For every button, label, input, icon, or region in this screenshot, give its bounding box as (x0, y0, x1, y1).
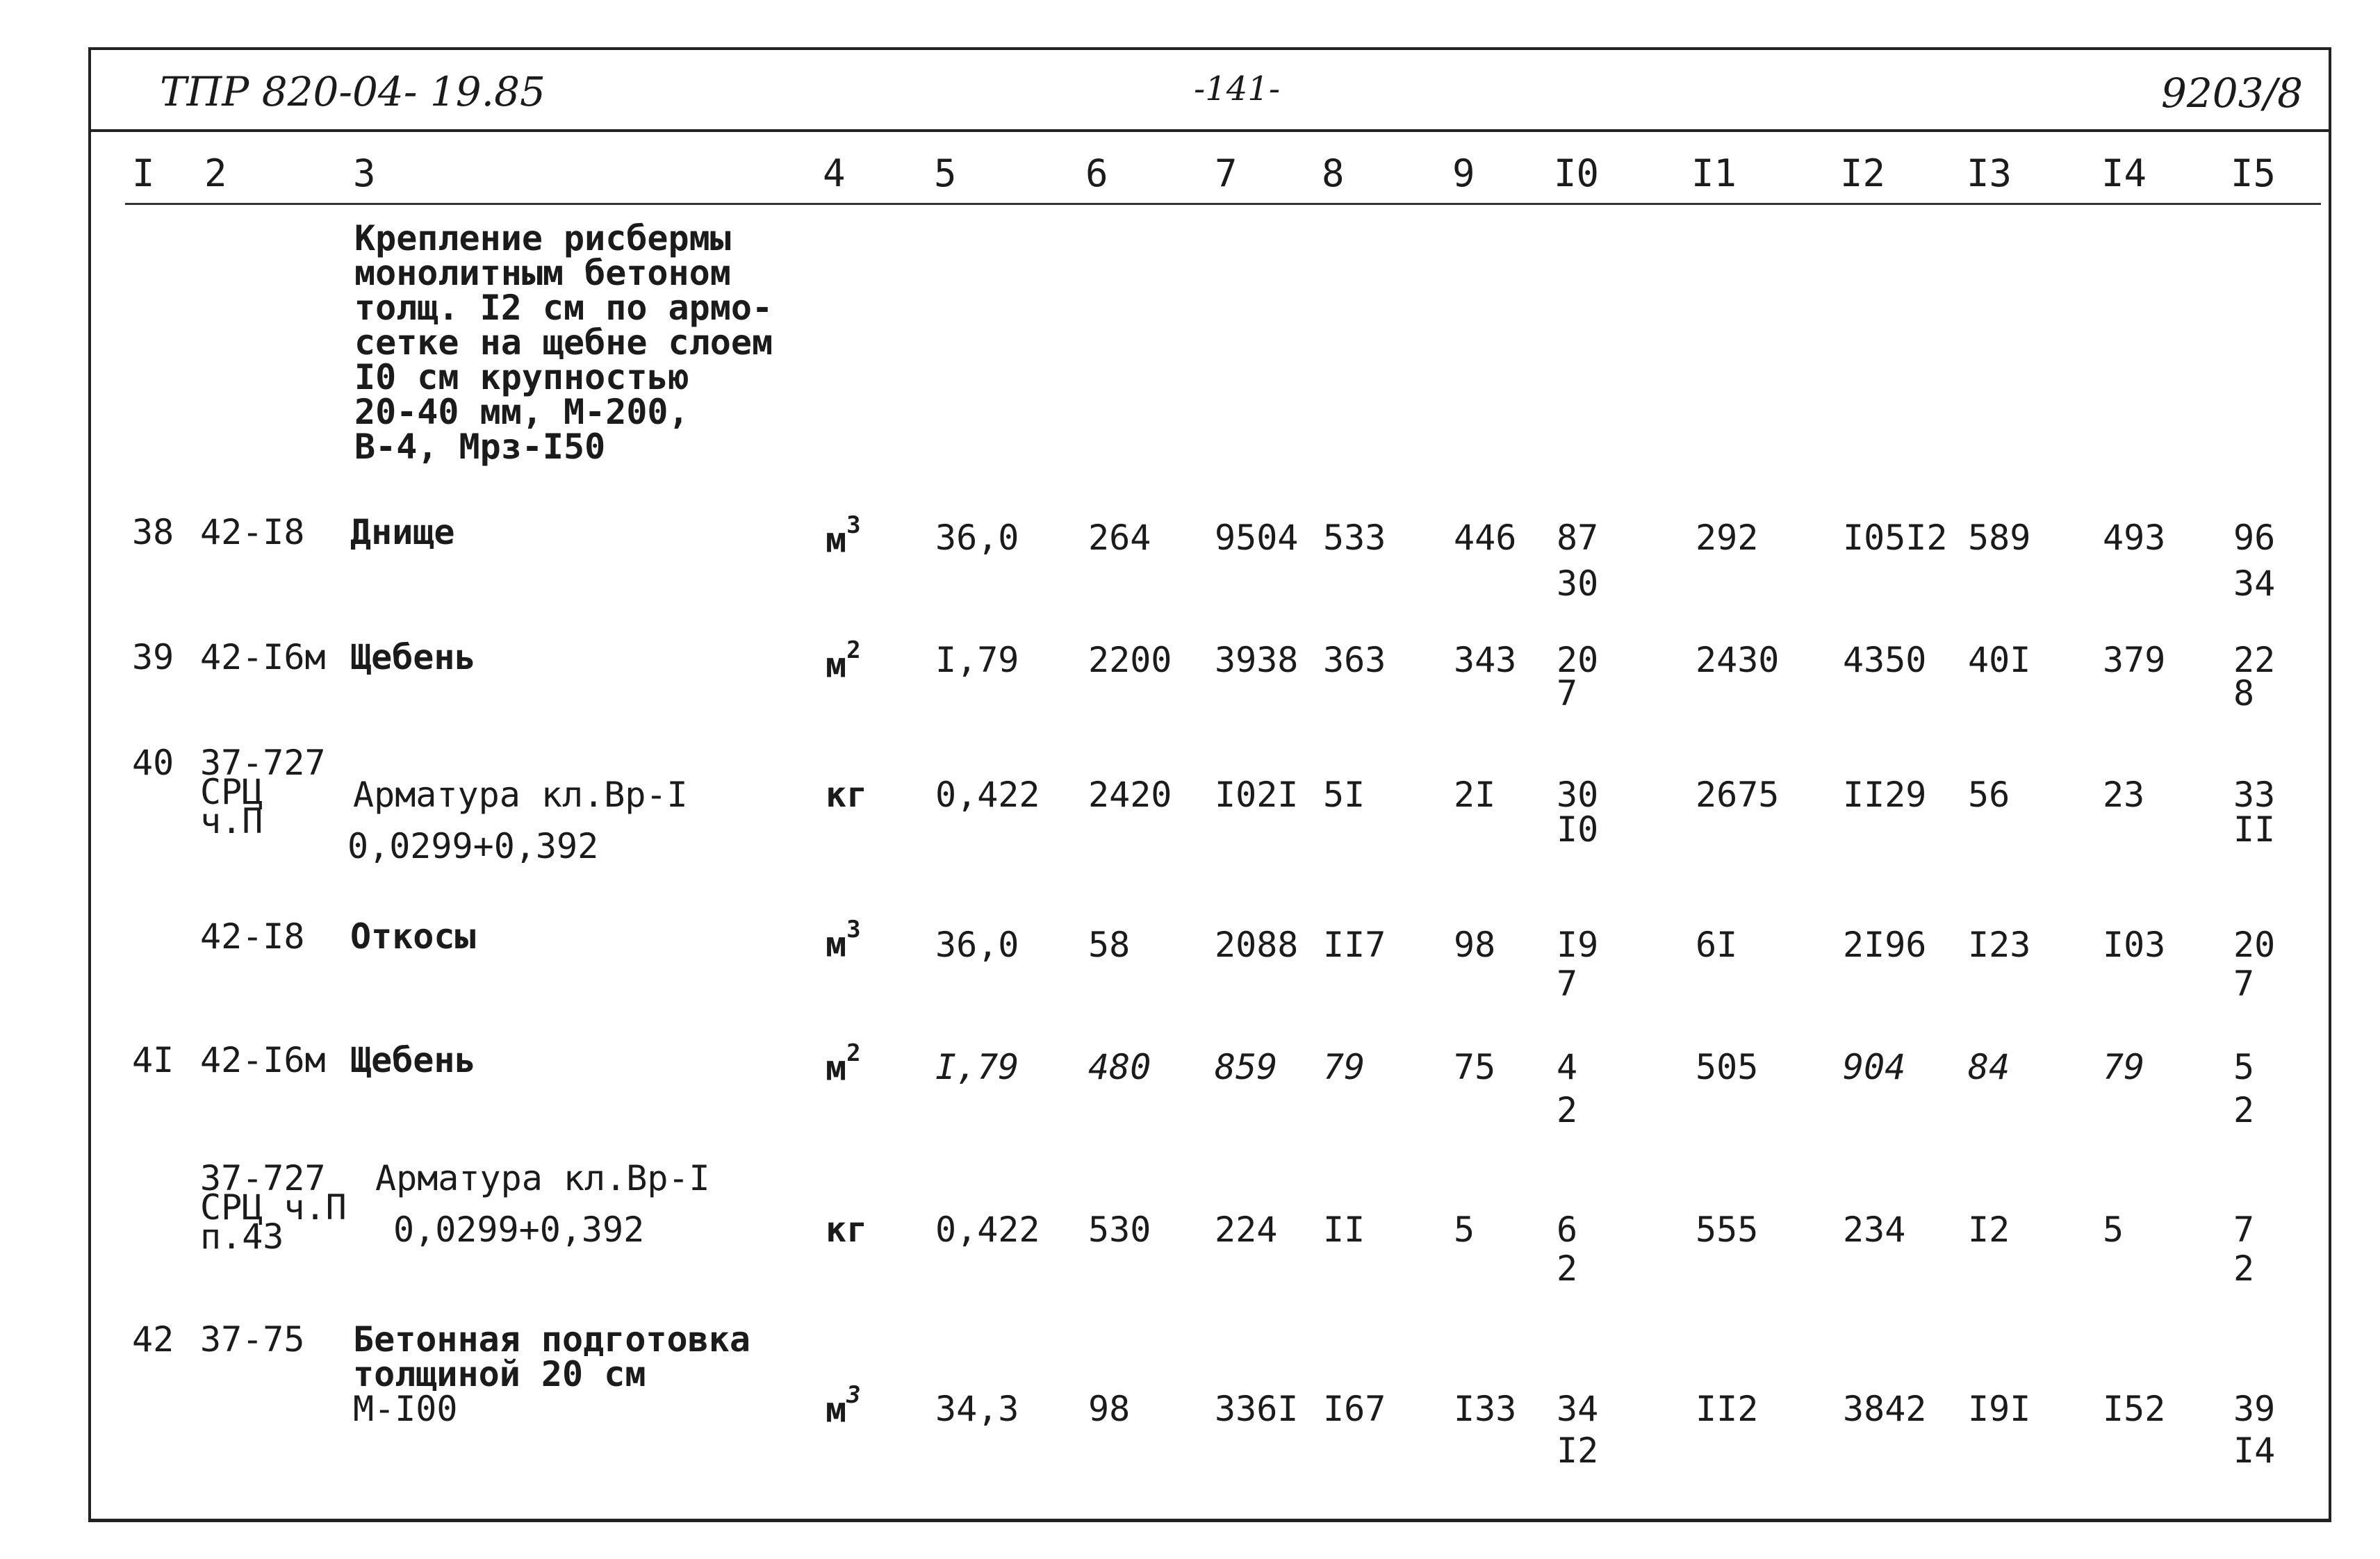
cell-col14: 5 (2103, 1210, 2124, 1250)
cell-col15-sub: 7 (2233, 964, 2255, 1004)
page-bottom-border (88, 1519, 2331, 1522)
cell-col5: I,79 (935, 640, 1019, 680)
cell-col11: 2430 (1696, 640, 1780, 680)
cell-col11: 505 (1696, 1047, 1759, 1087)
row-number: 38 (132, 512, 174, 552)
cell-col12: II29 (1843, 775, 1927, 815)
cell-col12: 2I96 (1843, 925, 1927, 965)
cell-col9: 2I (1454, 775, 1496, 815)
cell-col9: 98 (1454, 925, 1496, 965)
cell-col5: 0,422 (935, 1210, 1040, 1250)
cell-col10-sub: 7 (1557, 964, 1578, 1004)
row-code: 42-I6м (200, 637, 326, 677)
cell-col6: 264 (1088, 518, 1151, 558)
section-description: Крепление рисбермы монолитным бетоном толщ. I2 см по армо- сетке на щебне слоем I0 см крупностью 20-40 мм, М-200, В-4, Мрз-I50 (354, 218, 773, 467)
cell-col13: 40I (1968, 640, 2031, 680)
cell-col7: 859 (1215, 1047, 1278, 1087)
cell-col10: I9 (1557, 925, 1599, 965)
row-unit: $м^3$ (826, 1381, 861, 1430)
row-code: 42-I8 (200, 916, 305, 957)
cell-col10-sub: 2 (1557, 1090, 1578, 1130)
cell-col14: I52 (2103, 1389, 2166, 1429)
col-7: 7 (1215, 151, 1238, 195)
row-code: 42-I6м (200, 1040, 326, 1080)
cell-col14: I03 (2103, 925, 2166, 965)
cell-col10-sub: I2 (1557, 1430, 1599, 1471)
cell-col6: 2420 (1088, 775, 1172, 815)
cell-col13: 84 (1968, 1047, 2010, 1087)
cell-col10-sub: I0 (1557, 809, 1599, 850)
page-number: -141- (1194, 69, 1281, 108)
cell-col13: 589 (1968, 518, 2031, 558)
row-code-item: п.43 (200, 1216, 284, 1257)
cell-col9: I33 (1454, 1389, 1517, 1429)
cell-col11: 2675 (1696, 775, 1780, 815)
row-name: Днище (350, 512, 455, 552)
cell-col13: I9I (1968, 1389, 2031, 1429)
col-13: I3 (1967, 151, 2012, 195)
row-unit: $м^3$ (826, 916, 861, 965)
cell-col15: 7 (2233, 1210, 2255, 1250)
cell-col12: 4350 (1843, 640, 1927, 680)
cell-col10-sub: 7 (1557, 673, 1578, 713)
row-code: 37-727 (200, 1158, 326, 1198)
cell-col7: 2088 (1215, 925, 1299, 965)
col-4: 4 (823, 151, 846, 195)
cell-col15-sub: II (2233, 809, 2276, 850)
cell-col8: I67 (1323, 1389, 1386, 1429)
cell-col12: 234 (1843, 1210, 1906, 1250)
cell-col5: 0,422 (935, 775, 1040, 815)
row-code: 37-75 (200, 1319, 305, 1360)
cell-col12: 904 (1843, 1047, 1906, 1087)
row-code-part: ч.П (200, 801, 263, 841)
cell-col13: I23 (1968, 925, 2031, 965)
col-6: 6 (1085, 151, 1108, 195)
cell-col13: I2 (1968, 1210, 2010, 1250)
cell-col15: 33 (2233, 775, 2276, 815)
cell-col12: 3842 (1843, 1389, 1927, 1429)
cell-col7: 224 (1215, 1210, 1278, 1250)
row-unit: $м^3$ (826, 511, 861, 561)
cell-col15: 5 (2233, 1047, 2255, 1087)
cell-col6: 98 (1088, 1389, 1131, 1429)
cell-col14: 379 (2103, 640, 2166, 680)
cell-col5: 36,0 (935, 518, 1019, 558)
cell-col7: 336I (1215, 1389, 1299, 1429)
col-10: I0 (1554, 151, 1600, 195)
cell-col15: 39 (2233, 1389, 2276, 1429)
row-name: Бетонная подготовка (353, 1319, 750, 1360)
cell-col13: 56 (1968, 775, 2010, 815)
cell-col6: 480 (1088, 1047, 1151, 1087)
column-header-divider (125, 203, 2321, 205)
col-12: I2 (1840, 151, 1886, 195)
cell-col10-sub: 30 (1557, 563, 1599, 604)
row-code-source: СРЦ (200, 772, 263, 812)
row-name: Арматура кл.Вр-I (353, 775, 688, 815)
cell-col9: 5 (1454, 1210, 1475, 1250)
cell-col8: 5I (1323, 775, 1365, 815)
cell-col7: 9504 (1215, 518, 1299, 558)
cell-col11: 292 (1696, 518, 1759, 558)
row-name-line2: толщиной 20 см (353, 1354, 646, 1394)
cell-col9: 446 (1454, 518, 1517, 558)
row-code: 42-I8 (200, 512, 305, 552)
cell-col10-sub: 2 (1557, 1248, 1578, 1289)
cell-col15: 96 (2233, 518, 2276, 558)
header-divider (88, 129, 2331, 132)
cell-col15-sub: 8 (2233, 673, 2255, 713)
cell-col10: 4 (1557, 1047, 1578, 1087)
sheet-number: 9203/8 (2161, 69, 2304, 117)
row-name-detail: 0,0299+0,392 (393, 1210, 645, 1250)
cell-col15: 20 (2233, 925, 2276, 965)
cell-col10: 30 (1557, 775, 1599, 815)
row-name-detail: 0,0299+0,392 (347, 826, 599, 866)
cell-col9: 343 (1454, 640, 1517, 680)
row-name: Откосы (350, 916, 476, 957)
row-number: 4I (132, 1040, 174, 1080)
cell-col12: I05I2 (1843, 518, 1948, 558)
cell-col11: II2 (1696, 1389, 1759, 1429)
cell-col15: 22 (2233, 640, 2276, 680)
col-3: 3 (353, 151, 376, 195)
cell-col7: I02I (1215, 775, 1299, 815)
row-number: 42 (132, 1319, 174, 1360)
doc-code: ТПР 820-04- 19.85 (160, 68, 545, 115)
cell-col15-sub: 34 (2233, 563, 2276, 604)
cell-col14: 79 (2103, 1047, 2145, 1087)
cell-col5: I,79 (935, 1047, 1019, 1087)
cell-col14: 493 (2103, 518, 2166, 558)
cell-col10: 87 (1557, 518, 1599, 558)
cell-col14: 23 (2103, 775, 2145, 815)
row-number: 40 (132, 743, 174, 783)
cell-col11: 6I (1696, 925, 1738, 965)
cell-col10: 34 (1557, 1389, 1599, 1429)
row-unit: кг (826, 775, 868, 815)
row-name-line3: М-I00 (353, 1389, 458, 1429)
col-5: 5 (934, 151, 957, 195)
row-number: 39 (132, 637, 174, 677)
row-code-source: СРЦ ч.П (200, 1187, 347, 1228)
row-name: Щебень (350, 1040, 476, 1080)
row-unit: кг (826, 1210, 868, 1250)
cell-col11: 555 (1696, 1210, 1759, 1250)
cell-col7: 3938 (1215, 640, 1299, 680)
row-unit: $м^2$ (826, 636, 861, 686)
cell-col5: 36,0 (935, 925, 1019, 965)
col-2: 2 (204, 151, 227, 195)
cell-col8: 533 (1323, 518, 1386, 558)
col-8: 8 (1322, 151, 1345, 195)
cell-col8: 363 (1323, 640, 1386, 680)
cell-col9: 75 (1454, 1047, 1496, 1087)
row-name: Арматура кл.Вр-I (375, 1158, 710, 1198)
row-unit: $м^2$ (826, 1039, 861, 1089)
cell-col15-sub: 2 (2233, 1248, 2255, 1289)
row-name: Щебень (350, 637, 476, 677)
cell-col6: 58 (1088, 925, 1131, 965)
cell-col8: 79 (1323, 1047, 1365, 1087)
col-11: I1 (1691, 151, 1737, 195)
cell-col6: 2200 (1088, 640, 1172, 680)
col-1: I (132, 151, 155, 195)
cell-col5: 34,3 (935, 1389, 1019, 1429)
cell-col15-sub: 2 (2233, 1090, 2255, 1130)
row-code: 37-727 (200, 743, 326, 783)
cell-col10: 20 (1557, 640, 1599, 680)
cell-col6: 530 (1088, 1210, 1151, 1250)
cell-col8: II (1323, 1210, 1365, 1250)
cell-col8: II7 (1323, 925, 1386, 965)
cell-col15-sub: I4 (2233, 1430, 2276, 1471)
col-15: I5 (2231, 151, 2276, 195)
col-9: 9 (1452, 151, 1475, 195)
col-14: I4 (2101, 151, 2147, 195)
cell-col10: 6 (1557, 1210, 1578, 1250)
